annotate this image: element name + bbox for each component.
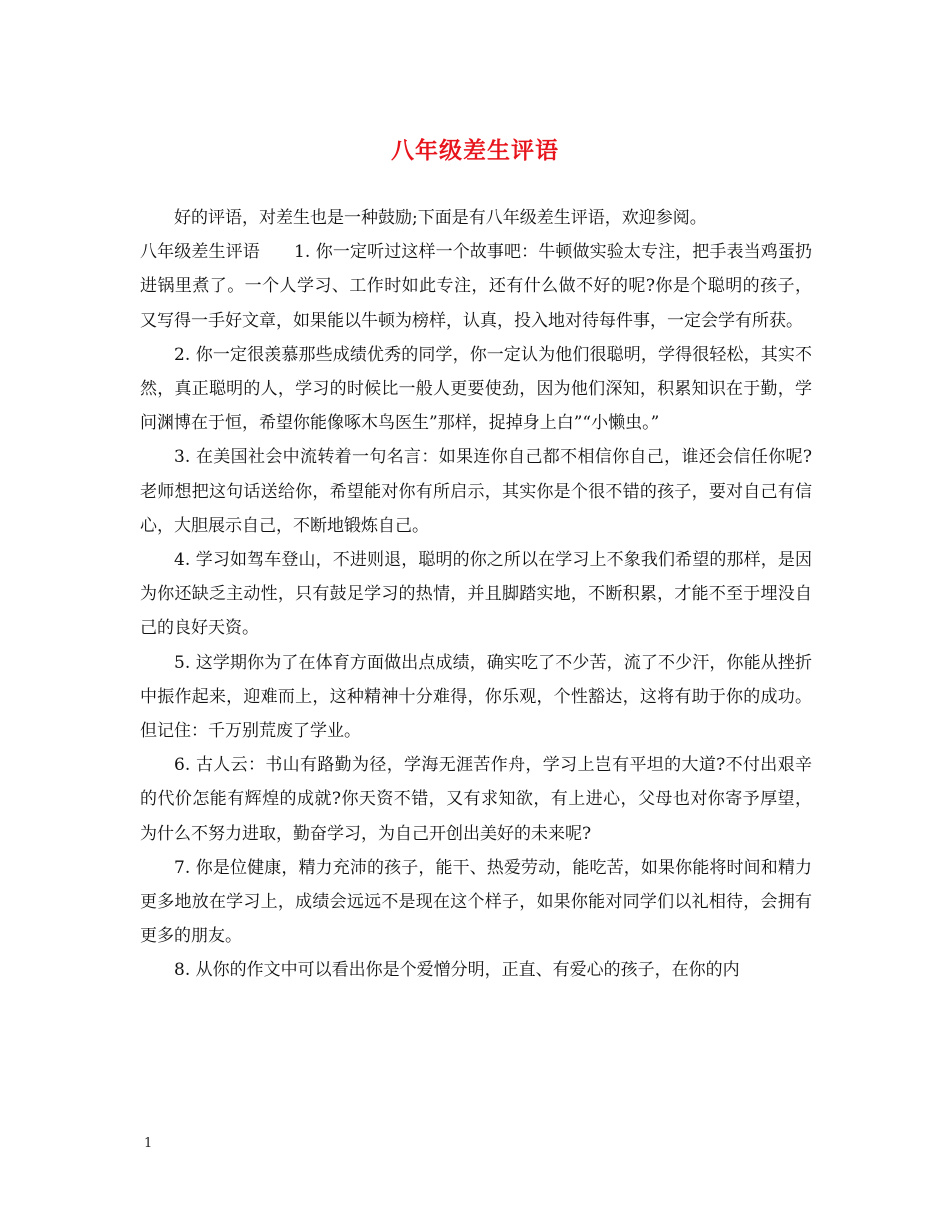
document-body bbox=[140, 201, 812, 988]
paragraph-2: 2. 你一定很羡慕那些成绩优秀的同学，你一定认为他们很聪明，学得很轻松，其实不然，真正聪明的人，学习的时候比一般人更要使劲，因为他们深知，积累知识在于勤，学问渊博在于恒，希望你能像啄木鸟医生”那样，捉掉身上白”“小懒虫。” bbox=[140, 344, 812, 434]
intro-paragraph: 好的评语，对差生也是一种鼓励;下面是有八年级差生评语，欢迎参阅。 bbox=[174, 208, 707, 228]
paragraph-1: 八年级差生评语 1. 你一定听过这样一个故事吧：牛顿做实验太专注，把手表当鸡蛋扔进锅里煮了。一个人学习、工作时如此专注，还有什么做不好的呢?你是个聪明的孩子，又写得一手好文章，如果能以牛顿为榜样，认真，投入地对待每件事，一定会学有所获。 bbox=[140, 242, 812, 331]
paragraph-4: 4. 学习如驾车登山，不进则退，聪明的你之所以在学习上不象我们希望的那样，是因为你还缺乏主动性，只有鼓足学习的热情，并且脚踏实地，不断积累，才能不至于埋没自己的良好天资。 bbox=[140, 550, 812, 639]
paragraph-8: 8. 从你的作文中可以看出你是个爱憎分明，正直、有爱心的孩子，在你的内 bbox=[174, 960, 740, 981]
paragraph-5: 5. 这学期你为了在体育方面做出点成绩，确实吃了不少苦，流了不少汗，你能从挫折中振作起来，迎难而上，这种精神十分难得，你乐观，个性豁达，这将有助于你的成功。但记住：千万别荒废了学业。 bbox=[140, 652, 812, 742]
paragraph-3: 3. 在美国社会中流转着一句名言：如果连你自己都不相信你自己，谁还会信任你呢?老师想把这句话送给你，希望能对你有所启示，其实你是个很不错的孩子，要对自己有信心，大胆展示自己，不断地锻炼自己。 bbox=[140, 447, 812, 536]
paragraph-6: 6. 古人云：书山有路勤为径，学海无涯苦作舟，学习上岂有平坦的大道?不付出艰辛的代价怎能有辉煌的成就?你天资不错，又有求知欲，有上进心，父母也对你寄予厚望，为什么不努力进取，勤奋学习，为自己开创出美好的未来呢? bbox=[140, 755, 812, 844]
page-number: 1 bbox=[144, 1136, 153, 1151]
page-title: 八年级差生评语 bbox=[391, 137, 559, 164]
paragraph-7: 7. 你是位健康，精力充沛的孩子，能干、热爱劳动，能吃苦，如果你能将时间和精力更多地放在学习上，成绩会远远不是现在这个样子，如果你能对同学们以礼相待，会拥有更多的朋友。 bbox=[140, 857, 812, 947]
